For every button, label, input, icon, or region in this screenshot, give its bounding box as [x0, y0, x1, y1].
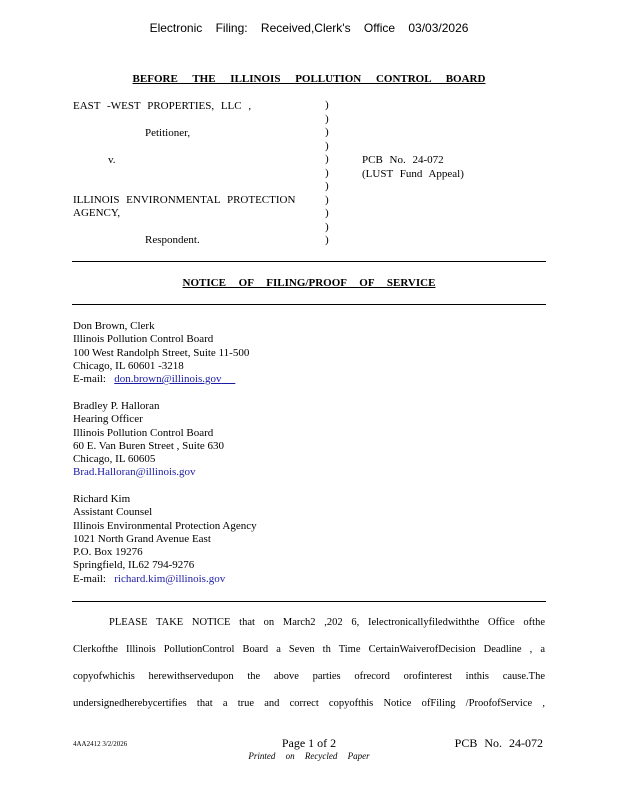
recipient-line: Assistant Counsel [73, 506, 153, 519]
recipient-line: Illinois Pollution Control Board [73, 333, 214, 346]
email-link[interactable]: Brad.Halloran@illinois.gov [73, 466, 196, 479]
caption-parentheses [325, 99, 329, 248]
divider-body [72, 601, 546, 602]
body-line: undersignedherebycertifies that a true and correct copyofthis Notice ofFiling /ProofofService , [73, 698, 545, 709]
recipient-line: Springfield, IL62 794-9276 [73, 559, 195, 572]
recycled-paper-note: Printed on Recycled Paper [248, 751, 370, 761]
body-line: Clerkofthe Illinois PollutionControl Board a Seven th Time CertainWaiverofDecision Deadline , a [73, 644, 545, 655]
recipient-line: 60 E. Van Buren Street , Suite 630 [73, 439, 225, 452]
email-label: E-mail: [73, 572, 106, 585]
caption-paren: ) [325, 153, 329, 165]
petitioner-name: EAST -WEST PROPERTIES, LLC , [73, 100, 252, 112]
versus-label: v. [108, 154, 116, 166]
divider-top [72, 261, 546, 262]
body-line: PLEASE TAKE NOTICE that on March2 ,202 6, Ielectronicallyfiledwiththe Office ofthe [109, 617, 545, 628]
recipient-line: P.O. Box 19276 [73, 546, 143, 559]
email-link[interactable]: richard.kim@illinois.gov [114, 572, 226, 585]
electronic-filing-banner: Electronic Filing: Received,Clerk's Office 03/03/2026 [149, 21, 469, 35]
recipient-line: Chicago, IL 60601 -3218 [73, 359, 184, 372]
recipient-line: Illinois Environmental Protection Agency [73, 519, 257, 532]
respondent-role: Respondent. [145, 234, 200, 246]
caption-paren: ) [325, 166, 329, 179]
page-number: Page 1 of 2 [281, 736, 337, 750]
recipient-line: Bradley P. Halloran [73, 400, 160, 412]
respondent-name-line2: AGENCY, [73, 207, 121, 219]
recipient-block-clerk [73, 320, 249, 386]
board-title: BEFORE THE ILLINOIS POLLUTION CONTROL BOARD [132, 73, 486, 85]
caption-paren: ) [325, 139, 329, 152]
email-label: E-mail: [73, 373, 106, 386]
caption-paren: ) [325, 180, 329, 192]
respondent-name-line1: ILLINOIS ENVIRONMENTAL PROTECTION [73, 194, 296, 206]
case-number: PCB No. 24-072 [362, 154, 444, 166]
caption-paren: ) [325, 207, 329, 219]
recipient-line: 1021 North Grand Avenue East [73, 532, 211, 545]
recipient-line: 100 West Randolph Street, Suite 11-500 [73, 346, 250, 359]
caption-paren: ) [325, 112, 329, 125]
footer-case-number: PCB No. 24-072 [454, 736, 543, 750]
recipient-line: Chicago, IL 60605 [73, 453, 156, 466]
recipient-block-counsel [73, 493, 257, 586]
divider-mid [72, 304, 546, 305]
petitioner-role: Petitioner, [145, 127, 191, 139]
notice-title: NOTICE OF FILING/PROOF OF SERVICE [182, 277, 436, 289]
caption-paren: ) [325, 234, 329, 246]
caption-paren: ) [325, 193, 329, 206]
recipient-line: Don Brown, Clerk [73, 320, 155, 332]
recipient-block-hearing-officer [73, 400, 224, 480]
recipient-line: Hearing Officer [73, 413, 143, 426]
caption-paren: ) [325, 220, 329, 233]
body-line: copyofwhichis herewithservedupon the above parties ofrecord orofinterest inthis cause.The [73, 671, 545, 682]
email-link[interactable]: don.brown@illinois.gov [114, 373, 222, 386]
caption-paren: ) [325, 99, 329, 111]
caption-paren: ) [325, 126, 329, 138]
case-type: (LUST Fund Appeal) [362, 168, 464, 180]
recipient-line: Richard Kim [73, 493, 131, 505]
document-code: 4AA2412 3/2/2026 [73, 740, 128, 748]
recipient-line: Illinois Pollution Control Board [73, 426, 214, 439]
